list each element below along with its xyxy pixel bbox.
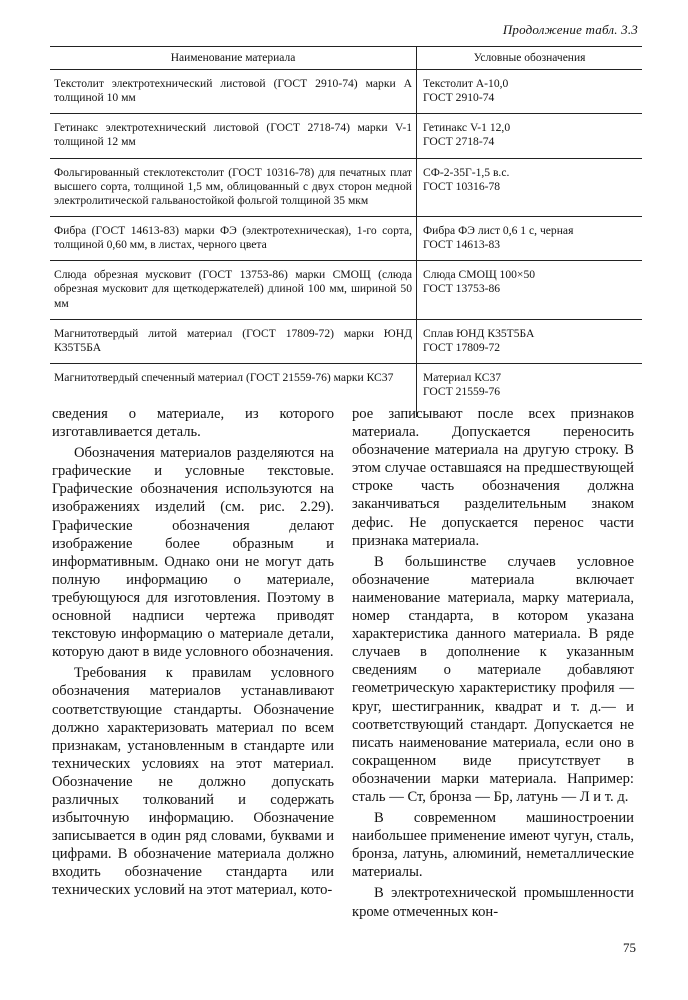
- designation-cell: Текстолит А-10,0 ГОСТ 2910-74: [417, 70, 643, 114]
- table-row: [50, 216, 642, 260]
- paragraph: сведения о материале, из которого изготавливается деталь.: [52, 406, 334, 441]
- paragraph: В электротехнической промышленности кроме отмеченных кон-: [352, 885, 634, 920]
- material-name-cell: Фольгированный стеклотекстолит (ГОСТ 10316-78) для печатных плат высшего сорта, толщиной 1,5 мм, облицованный с двух сторон медной электролитической гальваностойкой фольгой толщиной 35 мкм: [50, 158, 417, 216]
- material-name-cell: Магнитотвердый литой материал (ГОСТ 17809-72) марки ЮНД К35Т5БА: [50, 319, 417, 363]
- paragraph: рое записывают после всех признаков материала. Допускается переносить обозначение материала на другую строку. В этом случае оставшаяся на предшествующей строке часть обозначения должна заканчиваться разделительным знаком дефис. Не допускается перенос части признака материала.: [352, 406, 634, 549]
- material-name-cell: Слюда обрезная мусковит (ГОСТ 13753-86) марки СМОЩ (слюда обрезная мусковит для щеткодержателей) длиной 100 мм, шириной 50 мм: [50, 261, 417, 319]
- designation-cell: Материал КС37 ГОСТ 21559-76: [423, 370, 502, 399]
- material-name-cell: Фибра (ГОСТ 14613-83) марки ФЭ (электротехническая), 1-го сорта, толщиной 0,60 мм, в листах, черного цвета: [50, 216, 417, 260]
- designation-cell: СФ-2-35Г-1,5 в.с. ГОСТ 10316-78: [417, 158, 643, 216]
- table-row: [50, 261, 642, 319]
- materials-table: [50, 46, 642, 417]
- left-text-column: [52, 405, 334, 900]
- paragraph: Требования к правилам условного обозначения материалов устанавливают соответствующие стандарты. Обозначение должно характеризовать материал по всем признакам, установленным в стандарте или технических условиях на этот материал. Обозначение не должно допускать различных толкований и содержать избыточную информацию. Обозначение записывается в один ряд словами, буквами и цифрами. В обозначение материала должно входить обозначение стандарта или технических условий на этот материал, кото-: [52, 665, 334, 899]
- designation-cell: Гетинакс V-1 12,0 ГОСТ 2718-74: [417, 114, 643, 158]
- material-name-cell: Магнитотвердый спеченный материал (ГОСТ 21559-76) марки КС37: [50, 363, 417, 417]
- designation-cell: Фибра ФЭ лист 0,6 1 с, черная ГОСТ 14613-83: [417, 216, 643, 260]
- designation-cell: Сплав ЮНД К35Т5БА ГОСТ 17809-72: [417, 319, 643, 363]
- paragraph: Обозначения материалов разделяются на графические и условные текстовые. Графические обозначения используются на изображениях изделий (см. рис. 2.29). Графические обозначения делают изображение более образным и информативным. Однако они не могут дать полную информацию о материале, требующуюся для изготовления. Поэтому в основной надписи чертежа приводят текстовую информацию о материале детали, которую дают в виде условного обозначения.: [52, 445, 334, 661]
- table-row: [50, 114, 642, 158]
- column-header-material-name: Наименование материала: [50, 47, 417, 70]
- material-name-cell: Текстолит электротехнический листовой (ГОСТ 2910-74) марки А толщиной 10 мм: [50, 70, 417, 114]
- table-header-row: [50, 47, 642, 70]
- column-header-designation: Условные обозначения: [417, 47, 643, 70]
- table-row: [50, 319, 642, 363]
- right-text-column: [352, 405, 634, 921]
- table-row: [50, 158, 642, 216]
- paragraph: В большинстве случаев условное обозначение материала включает наименование материала, марку материала, номер стандарта, в котором указана характеристика данного материала. В ряде случаев в дополнение к указанным сведениям о материале добавляют геометрическую характеристику профиля — круг, шестигранник, квадрат и т. д.— и соответствующий стандарт. Допускается не писать наименование материала, если оно в сокращенном виде присутствует в обозначении марки материала. Например: сталь — Ст, бронза — Бр, латунь — Л и т. д.: [352, 553, 634, 805]
- page-number: 75: [623, 940, 636, 955]
- paragraph: В современном машиностроении наибольшее применение имеют чугун, сталь, бронза, латунь, алюминий, неметаллические материалы.: [352, 810, 634, 881]
- material-name-cell: Гетинакс электротехнический листовой (ГОСТ 2718-74) марки V-1 толщиной 12 мм: [50, 114, 417, 158]
- table-row: [50, 70, 642, 114]
- designation-cell: Слюда СМОЩ 100×50 ГОСТ 13753-86: [417, 261, 643, 319]
- table-continuation-caption: Продолжение табл. 3.3: [502, 22, 638, 37]
